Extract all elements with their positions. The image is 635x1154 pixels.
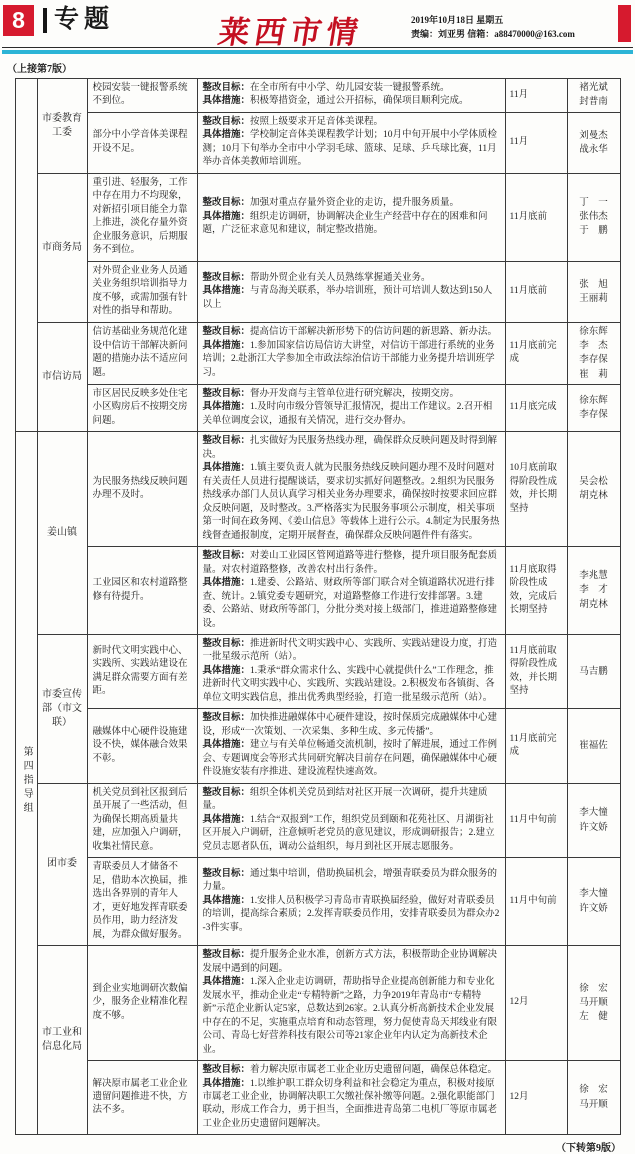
- responsible-person-name: 马开顺: [579, 1099, 608, 1110]
- deadline-cell: 11月: [505, 79, 567, 113]
- goal-paragraph: [203, 868, 500, 895]
- measures-label: 具体措施：: [202, 286, 251, 297]
- measures-label: 具体措施：: [202, 463, 251, 474]
- responsible-persons-cell: [567, 946, 620, 1061]
- goal-paragraph: [203, 82, 500, 95]
- problem-cell: 重引进、轻服务，工作中存在用力不均现象，对新招引项目能全力靠上推进，淡化存量外资企业服务意识，后期服务不到位。: [87, 173, 197, 261]
- measures-paragraph: [203, 285, 500, 312]
- responsible-person-name: 李存保: [579, 355, 608, 366]
- goal-label: 整改目标：: [202, 638, 251, 649]
- measures-text: 组织走访调研，协调解决企业生产经营中存在的困难和问题，广泛征求意见和建议，制定整改措施。: [202, 211, 488, 236]
- problem-cell: 青联委员人才储备不足，借助本次换届，推选出各界别的青年人才，更好地发挥青联委员作用，助力经济发展，为群众做好服务。: [87, 858, 197, 946]
- measures-label: 具体措施：: [202, 340, 251, 351]
- deadline-cell: 11月底取得阶段性成效，完成后长期坚持: [505, 547, 567, 635]
- deadline-cell: 12月: [505, 1061, 567, 1135]
- section-divider-bar: [43, 8, 47, 33]
- measures-paragraph: [203, 340, 500, 380]
- goal-paragraph: [203, 550, 500, 577]
- deadline-cell: 11月: [505, 112, 567, 173]
- organization-cell: 市信访局: [37, 322, 87, 431]
- measures-text: 积极筹措资金，通过公开招标，确保项目顺利完成。: [250, 96, 469, 107]
- goal-measures-cell: [197, 946, 505, 1061]
- measures-paragraph: [203, 401, 500, 428]
- problem-cell: 到企业实地调研次数偏少，服务企业精准化程度不够。: [87, 946, 197, 1061]
- responsible-person-name: 徐东辉: [579, 326, 608, 337]
- measures-label: 具体措施：: [202, 895, 251, 906]
- goal-text: 提升服务企业水准，创新方式方法，积极帮助企业协调解决发展中遇到的问题。: [202, 950, 498, 974]
- measures-text: 1.镇主要负责人就为民服务热线反映问题办理不及时问题对有关责任人员进行提醒谈话，要求切实抓好问题整改。2.组织为民服务热线承办部门人员认真学习相关业务办理要求，确保按时按要求回应群众反映问题，及时整改。3.严格落实为民服务事项公示制度，相关事项第一时间在政务网、《姜山信息》等载体上进行公示。4.制定为民服务热线督查通报制度，定期开展督查，确保群众反映问题件件有落实。: [202, 463, 500, 541]
- deadline-cell: 12月: [505, 946, 567, 1061]
- deadline-cell: 11月底前完成: [505, 709, 567, 783]
- measures-label: 具体措施：: [202, 814, 251, 825]
- responsible-person-name: 张 旭: [579, 279, 608, 290]
- goal-label: 整改目标：: [202, 116, 251, 127]
- problem-cell: 市区居民反映多处住宅小区购房后不按期交房问题。: [87, 384, 197, 431]
- organization-cell: 市商务局: [37, 173, 87, 322]
- problem-cell: 解决原市属老工业企业遗留问题推进不快，方法不多。: [87, 1061, 197, 1135]
- problem-cell: 融媒体中心硬件设施建设不快，媒体融合效果不彰。: [87, 709, 197, 783]
- goal-text: 组织全体机关党员到结对社区开展一次调研，提升共建质量。: [202, 787, 488, 812]
- goal-measures-cell: [197, 384, 505, 431]
- measures-label: 具体措施：: [202, 740, 251, 751]
- guidance-group-label: 第四指导组: [21, 745, 33, 816]
- goal-paragraph: [203, 787, 500, 814]
- measures-paragraph: [203, 1078, 500, 1132]
- responsible-person-name: 徐 宏: [579, 1085, 608, 1096]
- goal-text: 对姜山工业园区管网道路等进行整修，提升项目服务配套质量。对农村道路整修，改善农村出行条件。: [202, 551, 498, 575]
- responsible-persons-cell: [567, 634, 620, 708]
- measures-text: 1.深入企业走访调研，帮助指导企业提高创新能力和专业化发展水平，推动企业走“专精特新”之路，力争2019年青岛市“专精特新”示范企业新认定5家，总数达到26家。2.认真分析高新技术企业发展中存在的不足，实施重点培育和动态管理，努力促使青岛天邦线业有限公司、青岛七好营养科技有限公司等21家企业年内认定为高新技术企业。: [202, 977, 498, 1055]
- responsible-persons-cell: [567, 432, 620, 547]
- goal-measures-cell: [197, 709, 505, 783]
- responsible-persons-cell: [567, 1061, 620, 1135]
- goal-label: 整改目标：: [202, 1065, 251, 1076]
- date-editor-block: [411, 13, 575, 42]
- goal-paragraph: [203, 197, 500, 210]
- responsible-persons-cell: [567, 322, 620, 384]
- measures-label: 具体措施：: [202, 96, 251, 107]
- editor-line: 责编：刘亚男 信箱：a88470000@163.com: [411, 29, 575, 40]
- guidance-group-cell: [15, 432, 37, 1135]
- responsible-persons-cell: [567, 261, 620, 322]
- responsible-person-name: 李大憧: [579, 889, 608, 900]
- deadline-cell: 11月底完成: [505, 384, 567, 431]
- deadline-cell: 11月底前: [505, 261, 567, 322]
- table-row: [15, 1061, 620, 1135]
- responsible-person-name: 王丽莉: [579, 293, 608, 304]
- goal-label: 整改目标：: [202, 713, 251, 724]
- corner-red-bar: [618, 5, 631, 42]
- goal-text: 帮助外贸企业有关人员熟练掌握通关业务。: [250, 272, 431, 283]
- table-row: [15, 946, 620, 1061]
- goal-label: 整改目标：: [202, 551, 251, 562]
- table-row: [15, 173, 620, 261]
- measures-text: 学校制定音体美课程教学计划；10月中旬开展中小学体质检测；10月下旬举办全市中小学羽毛球、篮球、足球、乒乓球比赛，11月举办音体美教师培训班。: [202, 130, 498, 168]
- organization-cell: 市工业和信息化局: [37, 946, 87, 1135]
- goal-label: 整改目标：: [202, 388, 251, 399]
- measures-label: 具体措施：: [202, 977, 251, 988]
- goal-text: 督办开发商与主管单位进行研究解决，按期交房。: [250, 388, 460, 399]
- rectification-table: [15, 78, 621, 1135]
- deadline-cell: 11月底前取得阶段性成效，并长期坚持: [505, 634, 567, 708]
- problem-cell: 信访基础业务规范化建设中信访干部解决新问题的措施办法不适应问题。: [87, 322, 197, 384]
- goal-label: 整改目标：: [202, 950, 251, 961]
- measures-paragraph: [203, 129, 500, 169]
- problem-cell: 新时代文明实践中心、实践所、实践站建设在满足群众需要方面有差距。: [87, 634, 197, 708]
- measures-paragraph: [203, 814, 500, 854]
- goal-measures-cell: [197, 173, 505, 261]
- responsible-person-name: 崔福佐: [579, 740, 608, 751]
- measures-text: 1.参加国家信访局信访大讲堂，对信访干部进行系统的业务培训；2.赴浙江大学参加全市政法综治信访干部能力业务提升培训班学习。: [202, 340, 495, 378]
- goal-label: 整改目标：: [202, 198, 251, 209]
- responsible-persons-cell: [567, 79, 620, 113]
- goal-label: 整改目标：: [202, 83, 251, 93]
- problem-cell: 为民服务热线反映问题办理不及时。: [87, 432, 197, 547]
- responsible-person-name: 许文娇: [579, 903, 608, 914]
- goal-text: 扎实做好为民服务热线办理，确保群众反映问题及时得到解决。: [202, 436, 498, 460]
- responsible-persons-cell: [567, 173, 620, 261]
- page-number: 8: [3, 5, 34, 36]
- responsible-person-name: 徐 宏: [579, 983, 608, 994]
- deadline-cell: 11月底前完成: [505, 322, 567, 384]
- table-row: [15, 858, 620, 946]
- responsible-person-name: 褚光斌: [579, 83, 608, 94]
- goal-paragraph: [203, 949, 500, 976]
- continued-on-note: （下转第9版）: [556, 1143, 621, 1154]
- goal-paragraph: [203, 712, 500, 739]
- deadline-cell: 10月底前取得阶段性成效，并长期坚持: [505, 432, 567, 547]
- measures-paragraph: [203, 739, 500, 779]
- responsible-person-name: 徐东辉: [579, 395, 608, 406]
- problem-cell: 对外贸企业业务人员通关业务组织培训指导力度不够，或需加强有针对性的指导和帮助。: [87, 261, 197, 322]
- table-row: [15, 709, 620, 783]
- guidance-group-cell: [15, 79, 37, 432]
- responsible-person-name: 胡克林: [579, 599, 608, 610]
- goal-text: 按照上级要求开足音体美课程。: [250, 116, 384, 127]
- organization-cell: 姜山镇: [37, 432, 87, 635]
- goal-paragraph: [203, 272, 500, 285]
- goal-measures-cell: [197, 79, 505, 113]
- responsible-person-name: 刘曼杰: [579, 130, 608, 141]
- measures-label: 具体措施：: [202, 402, 251, 413]
- goal-measures-cell: [197, 112, 505, 173]
- goal-measures-cell: [197, 322, 505, 384]
- responsible-person-name: 左 健: [579, 1012, 608, 1023]
- responsible-person-name: 马吉鹏: [579, 666, 608, 677]
- measures-label: 具体措施：: [202, 130, 251, 141]
- goal-label: 整改目标：: [202, 327, 251, 338]
- responsible-persons-cell: [567, 112, 620, 173]
- deadline-cell: 11月中旬前: [505, 858, 567, 946]
- responsible-person-name: 许文娇: [579, 822, 608, 833]
- responsible-person-name: 吴会松: [579, 476, 608, 487]
- problem-cell: 机关党员到社区报到后虽开展了一些活动，但为确保长期高质量共建，应加强入户调研，收集社情民意。: [87, 783, 197, 857]
- organization-cell: 市委宣传部（市文联）: [37, 634, 87, 783]
- continued-from-note: （上接第7版）: [7, 64, 72, 75]
- responsible-person-name: 封普南: [579, 97, 608, 108]
- goal-text: 加强对重点存量外资企业的走访，提升服务质量。: [250, 198, 460, 209]
- responsible-person-name: 李 才: [579, 585, 608, 596]
- goal-text: 着力解决原市属老工业企业历史遗留问题，确保总体稳定。: [250, 1065, 498, 1076]
- table-row: [15, 79, 620, 113]
- measures-paragraph: [203, 95, 500, 108]
- goal-measures-cell: [197, 783, 505, 857]
- organization-cell: 市委教育工委: [37, 79, 87, 174]
- table-row: [15, 261, 620, 322]
- goal-measures-cell: [197, 547, 505, 635]
- responsible-person-name: 丁 一: [579, 197, 608, 208]
- responsible-person-name: 李 杰: [579, 341, 608, 351]
- responsible-persons-cell: [567, 783, 620, 857]
- deadline-cell: 11月中旬前: [505, 783, 567, 857]
- responsible-person-name: 胡克林: [579, 491, 608, 502]
- measures-label: 具体措施：: [202, 578, 251, 589]
- goal-measures-cell: [197, 1061, 505, 1135]
- deadline-cell: 11月底前: [505, 173, 567, 261]
- measures-text: 1.及时向市级分管领导汇报情况，提出工作建议。2.召开相关单位调度会议，通报有关情况，进行交办督办。: [202, 402, 493, 426]
- problem-cell: 部分中小学音体美课程开设不足。: [87, 112, 197, 173]
- goal-measures-cell: [197, 858, 505, 946]
- measures-text: 1.以维护职工群众切身利益和社会稳定为重点，积极对接原市属老工业企业，协调解决职工欠缴社保补缴等问题。2.强化职能部门联动，形成工作合力，勇于担当，全面推进青岛第二电机厂等原市属老工业企业历史遗留问题解决。: [202, 1078, 498, 1129]
- goal-paragraph: [203, 435, 500, 462]
- responsible-persons-cell: [567, 384, 620, 431]
- section-title: 专题: [54, 6, 115, 33]
- responsible-person-name: 张伟杰: [579, 212, 608, 223]
- masthead: 莱西市情: [215, 15, 366, 51]
- table-row: [15, 322, 620, 384]
- responsible-persons-cell: [567, 547, 620, 635]
- goal-measures-cell: [197, 261, 505, 322]
- table-row: [15, 432, 620, 547]
- problem-cell: 校园安装一键报警系统不到位。: [87, 79, 197, 113]
- goal-label: 整改目标：: [202, 272, 251, 283]
- measures-label: 具体措施：: [202, 211, 251, 222]
- measures-paragraph: [203, 211, 500, 238]
- responsible-person-name: 战永华: [579, 144, 608, 155]
- goal-text: 提高信访干部解决新形势下的信访问题的新思路、新办法。: [250, 327, 498, 338]
- responsible-person-name: 崔 莉: [579, 369, 608, 380]
- table-row: [15, 783, 620, 857]
- measures-text: 1.安排人员积极学习青岛市青联换届经验，做好对青联委员的培训，提高综合素质；2.发挥青联委员作用，安排青联委员为群众办2-3件实事。: [202, 895, 500, 933]
- measures-label: 具体措施：: [202, 665, 251, 676]
- measures-paragraph: [203, 577, 500, 631]
- table-row: [15, 547, 620, 635]
- responsible-persons-cell: [567, 858, 620, 946]
- goal-measures-cell: [197, 432, 505, 547]
- goal-text: 在全市所有中小学、幼儿园安装一键报警系统。: [250, 83, 450, 93]
- measures-label: 具体措施：: [202, 1078, 251, 1089]
- measures-text: 1.秉承“群众需求什么、实践中心就提供什么”工作理念，推进新时代文明实践中心、实践所、实践站建设。2.积极发布各镇街、各单位文明实践信息，推出优秀典型经验，打造一批星级示范所（站）。: [202, 665, 495, 703]
- measures-text: 与青岛海关联系，举办培训班，预计可培训人数达到150人以上: [202, 286, 493, 310]
- rectification-table-body: [15, 79, 620, 1135]
- measures-text: 建立与有关单位畅通交流机制，按时了解进展，通过工作例会、专题调度会等形式共同研究解决目前存在问题，确保融媒体中心硬件设施安装有序推进、建设流程快速高效。: [202, 740, 498, 778]
- goal-text: 加快推进融媒体中心硬件建设，按时保质完成融媒体中心建设，形成“一次策划、一次采集、多种生成、多元传播”。: [202, 713, 498, 737]
- responsible-person-name: 李大憧: [579, 808, 608, 819]
- goal-text: 通过集中培训，借助换届机会，增强青联委员为群众服务的力量。: [202, 868, 498, 893]
- responsible-person-name: 李存保: [579, 409, 608, 420]
- goal-label: 整改目标：: [202, 436, 251, 447]
- goal-paragraph: [203, 1064, 500, 1077]
- goal-text: 推进新时代文明实践中心、实践所、实践站建设力度，打造一批星级示范所（站）。: [202, 638, 498, 663]
- date-line: 2019年10月18日 星期五: [411, 15, 504, 25]
- goal-measures-cell: [197, 634, 505, 708]
- table-row: [15, 384, 620, 431]
- organization-cell: 团市委: [37, 783, 87, 945]
- responsible-person-name: 马开顺: [579, 997, 608, 1008]
- table-row: [15, 634, 620, 708]
- measures-paragraph: [203, 462, 500, 543]
- goal-paragraph: [203, 388, 500, 401]
- measures-paragraph: [203, 895, 500, 935]
- measures-text: 1.建委、公路站、财政所等部门联合对全镇道路状况进行排查、统计。2.镇党委专题研究，对道路整修工作进行安排部署。3.建委、公路站、财政所等部门，分批分类对接上级部门，推进道路整修建设。: [202, 578, 498, 629]
- goal-paragraph: [203, 116, 500, 129]
- table-row: [15, 112, 620, 173]
- goal-label: 整改目标：: [202, 787, 251, 798]
- goal-label: 整改目标：: [202, 868, 251, 879]
- page-header: [0, 0, 635, 51]
- responsible-persons-cell: [567, 709, 620, 783]
- measures-text: 1.结合“双报到”工作，组织党员到颐和花苑社区、月湖街社区开展入户调研，注意倾听老党员的意见建议，形成调研报告；2.建立党员志愿者队伍，调动公益组织，每月到社区开展志愿服务。: [202, 814, 495, 852]
- responsible-person-name: 李兆慧: [579, 571, 608, 582]
- goal-paragraph: [203, 638, 500, 665]
- problem-cell: 工业园区和农村道路整修有待提升。: [87, 547, 197, 635]
- goal-paragraph: [203, 326, 500, 339]
- measures-paragraph: [203, 665, 500, 705]
- measures-paragraph: [203, 976, 500, 1057]
- responsible-person-name: 于 鹏: [579, 226, 608, 237]
